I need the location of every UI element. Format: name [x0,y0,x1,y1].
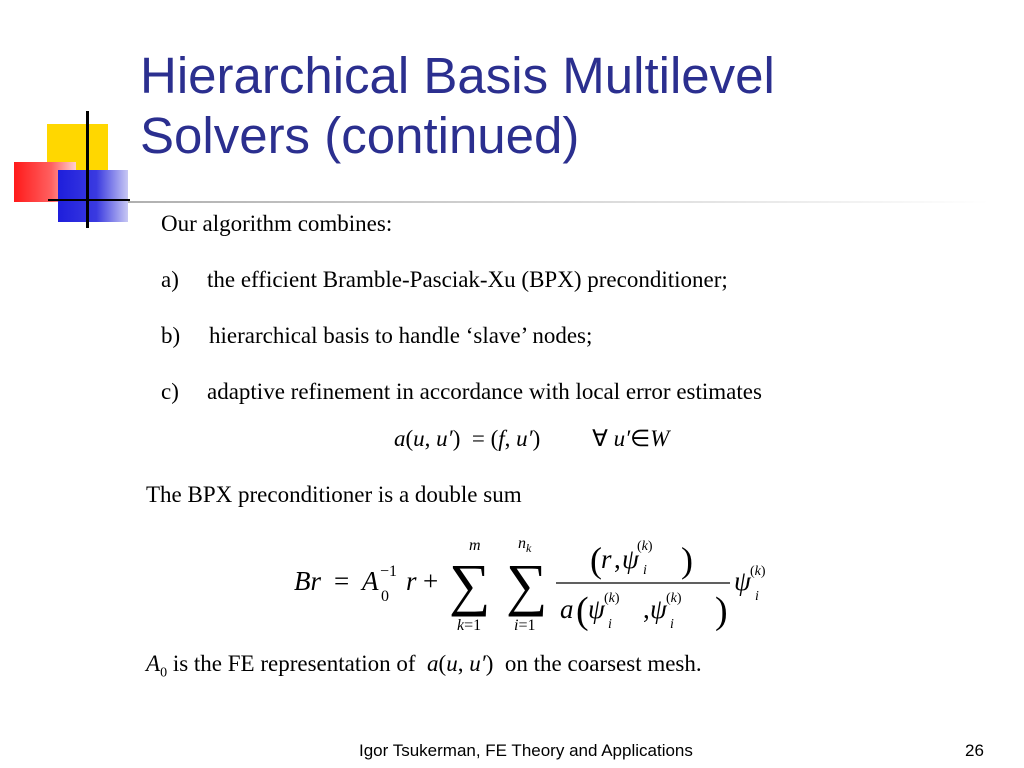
list-text-b: hierarchical basis to handle ‘slave’ nodes; [209,323,593,348]
svg-text:i: i [670,617,674,632]
slide-title [140,46,1000,165]
svg-text:i: i [608,617,612,632]
list-marker-c: c) [161,379,179,404]
a0-suffix: on the coarsest mesh. [504,651,702,676]
svg-text:,: , [643,594,650,624]
svg-text:+: + [423,566,439,596]
svg-text:0: 0 [381,588,389,605]
svg-text:r: r [601,544,612,574]
svg-text:ψ: ψ [622,544,639,574]
svg-text:i=1: i=1 [514,617,536,634]
list-text-a: the efficient Bramble-Pasciak-Xu (BPX) preconditioner; [207,267,728,292]
list-item-b [161,322,592,350]
svg-text:k=1: k=1 [457,617,482,634]
svg-text:∑: ∑ [506,552,548,617]
svg-text:): ) [715,590,728,632]
svg-text:ψ: ψ [734,566,751,596]
list-text-c: adaptive refinement in accordance with local error estimates [207,379,762,404]
title-line-1: Hierarchical Basis Multilevel [140,47,775,104]
decor-horizontal-line [48,199,130,201]
svg-text:a: a [560,594,574,624]
svg-text:nk: $n_k$ [518,535,532,555]
svg-text:(: ( [576,590,589,632]
a0-text: is the FE representation of [172,651,416,676]
svg-text:Br: Br [294,566,321,596]
list-marker-b: b) [161,323,181,348]
svg-text:ψ: ψ [588,594,605,624]
title-line-2: Solvers (continued) [140,106,580,164]
svg-text:(k): (k) [604,591,620,606]
svg-text:i: i [643,563,647,578]
decor-blue-square [58,170,128,222]
list-item-c [161,378,762,406]
list-marker-a: a) [161,267,179,292]
svg-text:∑: ∑ [449,552,491,617]
title-underline [128,201,990,203]
bpx-formula [294,530,814,640]
svg-text:−1: −1 [380,563,398,580]
bpx-sentence: The BPX preconditioner is a double sum [146,482,522,507]
svg-text:A: A [362,566,379,596]
page-number: 26 [965,741,984,760]
list-item-a [161,266,728,294]
svg-text:): ) [681,540,693,580]
svg-text:(k): (k) [750,564,766,579]
svg-text:=: = [334,566,350,596]
svg-text:(: ( [590,540,602,580]
footer-author: Igor Tsukerman, FE Theory and Applications [359,741,693,760]
svg-text:,: , [614,544,621,574]
svg-text:ψ: ψ [650,594,667,624]
intro-text: Our algorithm combines: [161,211,393,236]
a0-description: $A_0$ is the FE representation of a(u, u′) on the coarsest mesh. [146,651,702,681]
svg-text:(k): (k) [637,539,653,554]
svg-text:m: m [469,537,481,554]
svg-text:(k): (k) [666,591,682,606]
svg-text:i: i [755,589,759,604]
weak-form-equation: a(u, u′) = (f, u′) ∀ u′∈W [394,426,670,451]
decor-vertical-line [86,111,89,228]
svg-text:r: r [406,566,417,596]
